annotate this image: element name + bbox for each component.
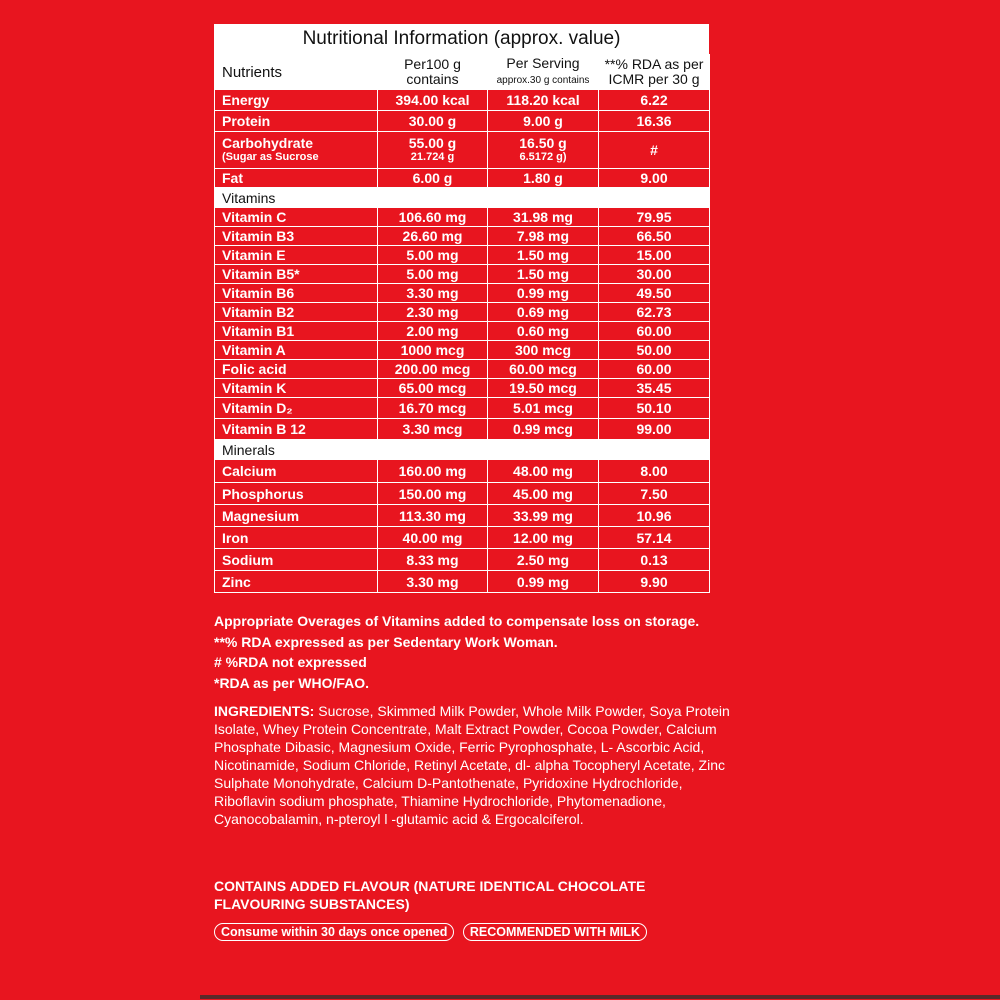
table-row	[215, 208, 710, 227]
nutrient-name	[215, 303, 378, 322]
nutrient-name-value: Vitamin B5*	[222, 266, 300, 282]
nutrition-table	[214, 54, 710, 593]
serving-cell	[488, 505, 599, 527]
minerals-section-label: Minerals	[215, 440, 710, 460]
table-row	[215, 227, 710, 246]
rda-cell	[599, 111, 710, 132]
rda-cell	[599, 460, 710, 483]
rda-cell	[599, 527, 710, 549]
serving-cell-value: 0.69 mg	[516, 304, 570, 320]
per100-cell-value: 2.00 mg	[406, 323, 459, 339]
nutrient-name	[215, 549, 378, 571]
ingredients-label: INGREDIENTS:	[214, 703, 315, 719]
per100-cell-value: 150.00 mg	[398, 485, 467, 502]
rda-cell-value: 35.45	[636, 380, 672, 396]
serving-cell	[488, 460, 599, 483]
rda-cell	[599, 360, 710, 379]
note-overages: Appropriate Overages of Vitamins added to compensate loss on storage.	[214, 613, 700, 629]
per100-cell	[378, 132, 488, 169]
rda-cell-value: 16.36	[636, 113, 672, 129]
serving-cell-value: 7.98 mg	[516, 228, 570, 244]
per100-cell-value: 55.00 g	[408, 135, 457, 151]
nutrient-name-value: Vitamin B6	[222, 285, 295, 301]
rda-cell	[599, 132, 710, 169]
serving-cell-value: 16.50 g	[519, 135, 567, 151]
nutrient-name	[215, 341, 378, 360]
nutrient-name	[215, 132, 378, 169]
serving-cell	[488, 322, 599, 341]
per100-cell	[378, 460, 488, 483]
rda-cell-value: 49.50	[636, 285, 672, 301]
serving-cell	[488, 571, 599, 593]
table-row	[215, 322, 710, 341]
serving-cell	[488, 265, 599, 284]
rda-cell-value: #	[650, 142, 658, 158]
nutrient-name	[215, 227, 378, 246]
serving-cell-value: 2.50 mg	[516, 551, 570, 568]
header-per100	[378, 55, 488, 90]
per100-cell-value: 106.60 mg	[398, 209, 467, 225]
table-row	[215, 460, 710, 483]
header-rda-line1: **% RDA as per	[604, 56, 704, 72]
per100-cell-value: 5.00 mg	[406, 247, 459, 263]
nutrient-name	[215, 265, 378, 284]
rda-cell	[599, 379, 710, 398]
nutrient-name	[215, 379, 378, 398]
nutrient-name-value: Vitamin B3	[222, 228, 295, 244]
per100-cell	[378, 549, 488, 571]
serving-cell	[488, 111, 599, 132]
note-rda-woman: **% RDA expressed as per Sedentary Work Woman.	[214, 633, 558, 650]
rda-cell-value: 60.00	[636, 323, 672, 339]
minerals-section	[215, 440, 710, 460]
serving-cell-sub: 6.5172 g)	[519, 151, 567, 163]
rda-cell-value: 62.73	[636, 304, 672, 320]
nutrient-name-value: Vitamin B1	[222, 323, 295, 339]
table-row	[215, 549, 710, 571]
serving-cell-value: 1.80 g	[523, 170, 563, 186]
rda-cell	[599, 284, 710, 303]
per100-cell	[378, 341, 488, 360]
note-who-fao: *RDA as per WHO/FAO.	[214, 674, 370, 691]
rda-cell-value: 7.50	[640, 485, 668, 502]
nutrient-name	[215, 419, 378, 440]
table-row	[215, 398, 710, 419]
per100-cell	[378, 208, 488, 227]
rda-cell-value: 9.90	[640, 573, 668, 590]
badges	[214, 923, 651, 941]
table-row	[215, 360, 710, 379]
serving-cell	[488, 483, 599, 505]
header-per100-line1: Per100 g	[404, 56, 461, 72]
nutrient-name-value: Sodium	[222, 551, 274, 568]
consume-within-badge: Consume within 30 days once opened	[214, 923, 454, 941]
per100-cell	[378, 284, 488, 303]
serving-cell	[488, 341, 599, 360]
rda-cell-value: 6.22	[640, 92, 668, 108]
rda-cell-value: 79.95	[636, 209, 672, 225]
serving-cell-value: 19.50 mcg	[509, 380, 577, 396]
per100-cell-sub: 21.724 g	[410, 151, 455, 163]
nutrient-name	[215, 571, 378, 593]
footnotes	[214, 611, 734, 693]
rda-cell	[599, 208, 710, 227]
table-row	[215, 169, 710, 188]
nutrient-name	[215, 360, 378, 379]
header-nutrients: Nutrients	[215, 55, 378, 90]
rda-cell-value: 15.00	[636, 247, 672, 263]
rda-cell	[599, 265, 710, 284]
nutrient-name-value: Magnesium	[222, 507, 300, 524]
per100-cell-value: 16.70 mcg	[398, 400, 467, 416]
serving-cell-value: 45.00 mg	[513, 485, 573, 502]
serving-cell	[488, 132, 599, 169]
rda-cell-value: 66.50	[636, 228, 672, 244]
serving-cell-value: 1.50 mg	[516, 266, 570, 282]
serving-cell	[488, 360, 599, 379]
table-row	[215, 505, 710, 527]
per100-cell-value: 40.00 mg	[402, 529, 463, 546]
per100-cell	[378, 322, 488, 341]
nutrient-name-value: Calcium	[222, 463, 277, 479]
per100-cell-value: 2.30 mg	[406, 304, 459, 320]
table-row	[215, 419, 710, 440]
serving-cell	[488, 169, 599, 188]
header-rda-line2: ICMR per 30 g	[608, 71, 700, 87]
vitamins-section	[215, 188, 710, 208]
rda-cell-value: 30.00	[636, 266, 672, 282]
table-row	[215, 284, 710, 303]
nutrient-name-value: Iron	[222, 529, 249, 546]
serving-cell	[488, 246, 599, 265]
nutrient-name	[215, 527, 378, 549]
table-title: Nutritional Information (approx. value)	[214, 24, 709, 54]
rda-cell	[599, 549, 710, 571]
header-per100-line2: contains	[406, 71, 459, 87]
serving-cell-value: 0.99 mg	[516, 285, 570, 301]
per100-cell-value: 26.60 mg	[402, 228, 463, 244]
per100-cell	[378, 169, 488, 188]
per100-cell	[378, 505, 488, 527]
nutrient-name	[215, 111, 378, 132]
rda-cell-value: 9.00	[640, 170, 668, 186]
serving-cell	[488, 303, 599, 322]
vitamins-section-label: Vitamins	[215, 188, 710, 208]
nutrient-name-value: Folic acid	[222, 361, 287, 377]
per100-cell-value: 6.00 g	[412, 170, 453, 186]
table-row	[215, 132, 710, 169]
serving-cell	[488, 227, 599, 246]
per100-cell	[378, 360, 488, 379]
header-serving-line2: approx.30 g contains	[496, 75, 590, 86]
per100-cell	[378, 398, 488, 419]
serving-cell-value: 0.99 mcg	[513, 421, 573, 437]
rda-cell-value: 8.00	[640, 463, 668, 479]
nutrient-name	[215, 284, 378, 303]
nutrient-name	[215, 483, 378, 505]
table-row	[215, 483, 710, 505]
nutrient-name	[215, 169, 378, 188]
flavour-statement: CONTAINS ADDED FLAVOUR (NATURE IDENTICAL CHOCOLATE FLAVOURING SUBSTANCES)	[214, 878, 646, 912]
nutrient-name	[215, 246, 378, 265]
rda-cell	[599, 169, 710, 188]
nutrient-name-value: Vitamin B2	[222, 304, 295, 320]
rda-cell	[599, 246, 710, 265]
rda-cell-value: 0.13	[640, 551, 668, 568]
per100-cell-value: 3.30 mg	[406, 285, 459, 301]
rda-cell	[599, 419, 710, 440]
per100-cell-value: 8.33 mg	[406, 551, 459, 568]
per100-cell	[378, 265, 488, 284]
serving-cell	[488, 90, 599, 111]
rda-cell-value: 99.00	[636, 421, 672, 437]
serving-cell-value: 60.00 mcg	[509, 361, 577, 377]
serving-cell-value: 31.98 mg	[513, 209, 573, 225]
rda-cell	[599, 227, 710, 246]
nutrient-name	[215, 208, 378, 227]
nutrient-name-value: Fat	[222, 170, 243, 186]
rda-cell	[599, 322, 710, 341]
serving-cell	[488, 549, 599, 571]
per100-cell	[378, 379, 488, 398]
per100-cell-value: 30.00 g	[408, 113, 457, 129]
nutrient-name-value: Vitamin C	[222, 209, 287, 225]
per100-cell-value: 3.30 mcg	[402, 421, 463, 437]
rda-cell	[599, 505, 710, 527]
per100-cell	[378, 527, 488, 549]
nutrient-name-value: Energy	[222, 92, 270, 108]
header-serving	[488, 55, 599, 90]
table-row	[215, 527, 710, 549]
nutrient-name-value: Vitamin D₂	[222, 400, 293, 416]
table-row	[215, 379, 710, 398]
per100-cell-value: 200.00 mcg	[394, 361, 471, 377]
table-row	[215, 571, 710, 593]
per100-cell-value: 3.30 mg	[406, 573, 459, 590]
nutrient-name	[215, 322, 378, 341]
per100-cell	[378, 303, 488, 322]
rda-cell	[599, 90, 710, 111]
serving-cell	[488, 398, 599, 419]
table-row	[215, 265, 710, 284]
serving-cell-value: 33.99 mg	[513, 507, 573, 524]
rda-cell-value: 57.14	[636, 529, 672, 546]
serving-cell-value: 0.60 mg	[516, 323, 570, 339]
serving-cell	[488, 419, 599, 440]
table-row	[215, 341, 710, 360]
per100-cell	[378, 111, 488, 132]
serving-cell-value: 5.01 mcg	[513, 400, 573, 416]
per100-cell-value: 5.00 mg	[406, 266, 459, 282]
per100-cell-value: 160.00 mg	[398, 463, 467, 479]
nutrient-name	[215, 505, 378, 527]
rda-cell-value: 10.96	[636, 507, 672, 524]
rda-cell	[599, 341, 710, 360]
nutrient-name-value: Carbohydrate	[222, 135, 314, 151]
table-row	[215, 303, 710, 322]
recommended-with-milk-badge: RECOMMENDED WITH MILK	[463, 923, 647, 941]
rda-cell	[599, 571, 710, 593]
nutrient-name	[215, 90, 378, 111]
rda-cell	[599, 398, 710, 419]
nutrition-panel	[214, 24, 709, 593]
serving-cell-value: 300 mcg	[514, 342, 572, 358]
per100-cell	[378, 571, 488, 593]
divider	[200, 995, 1000, 999]
rda-cell-value: 50.00	[636, 342, 672, 358]
ingredients	[214, 702, 734, 828]
table-row	[215, 246, 710, 265]
nutrient-name-value: Phosphorus	[222, 485, 304, 502]
nutrient-name-sub: (Sugar as Sucrose	[222, 151, 319, 163]
per100-cell-value: 113.30 mg	[399, 507, 466, 524]
nutrient-name-value: Vitamin B 12	[222, 421, 306, 437]
note-rda-not-expressed: # %RDA not expressed	[214, 654, 367, 670]
rda-cell-value: 60.00	[636, 361, 672, 377]
serving-cell	[488, 379, 599, 398]
rda-cell	[599, 483, 710, 505]
serving-cell-value: 0.99 mg	[516, 573, 570, 590]
per100-cell	[378, 227, 488, 246]
nutrient-name	[215, 460, 378, 483]
rda-cell	[599, 303, 710, 322]
nutrient-name-value: Protein	[222, 113, 271, 129]
rda-cell-value: 50.10	[636, 400, 672, 416]
ingredients-text: Sucrose, Skimmed Milk Powder, Whole Milk Powder, Soya Protein Isolate, Whey Protein Concentrate, Malt Extract Powder, Cocoa Powder, Calcium Phosphate Dibasic, Magnesium Oxide, Ferric Pyrophosphate, L- Ascorbic Acid, Nicotinamide, Sodium Chloride, Retinyl Acetate, dl- alpha Tocopheryl Acetate, Zinc Sulphate Monohydrate, Calcium D-Pantothenate, Pyridoxine Hydrochloride, Riboflavin sodium phosphate, Thiamine Hydrochloride, Phytomenadione, Cyanocobalamin, n-pteroyl l -glutamic acid & Ergocalciferol.	[214, 703, 730, 827]
table-row	[215, 111, 710, 132]
table-row	[215, 90, 710, 111]
per100-cell	[378, 90, 488, 111]
nutrient-name-value: Vitamin A	[222, 342, 286, 358]
serving-cell-value: 12.00 mg	[513, 529, 573, 546]
serving-cell-value: 48.00 mg	[513, 463, 573, 479]
header-serving-line1: Per Serving	[506, 55, 580, 71]
serving-cell-value: 9.00 g	[523, 113, 563, 129]
header-row	[215, 55, 710, 90]
per100-cell-value: 65.00 mcg	[398, 380, 467, 396]
nutrient-name-value: Vitamin E	[222, 247, 286, 263]
serving-cell	[488, 527, 599, 549]
serving-cell	[488, 208, 599, 227]
per100-cell-value: 1000 mcg	[400, 342, 465, 358]
serving-cell-value: 1.50 mg	[516, 247, 570, 263]
per100-cell	[378, 483, 488, 505]
serving-cell-value: 118.20 kcal	[506, 92, 580, 108]
header-rda	[599, 55, 710, 90]
per100-cell-value: 394.00 kcal	[395, 92, 470, 108]
serving-cell	[488, 284, 599, 303]
nutrient-name-value: Vitamin K	[222, 380, 287, 396]
nutrient-name-value: Zinc	[222, 573, 251, 590]
per100-cell	[378, 419, 488, 440]
per100-cell	[378, 246, 488, 265]
nutrient-name	[215, 398, 378, 419]
